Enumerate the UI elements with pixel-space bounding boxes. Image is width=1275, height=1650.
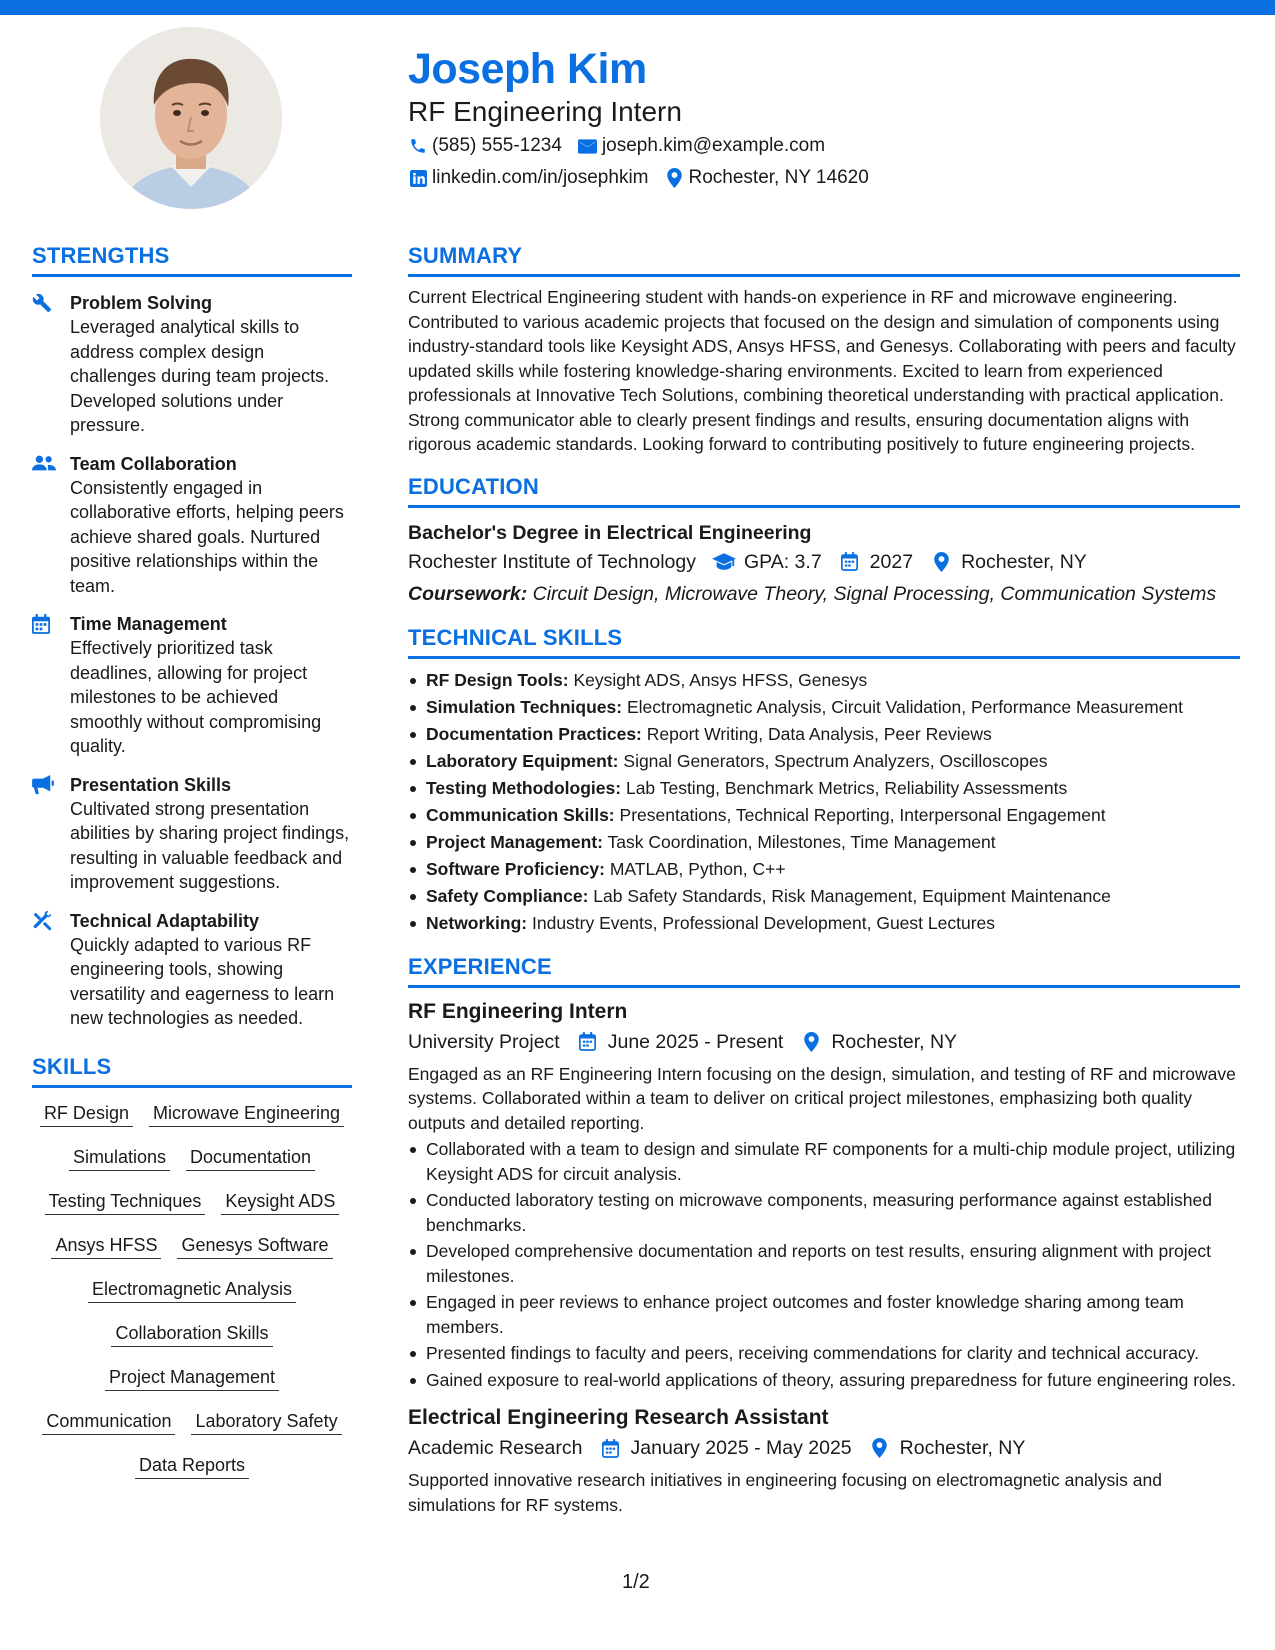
linkedin-icon — [408, 168, 428, 188]
technical-skills-list — [408, 667, 1240, 937]
strength-text: Cultivated strong presentation abilities by sharing project findings, resulting in valuable feedback and improvement suggestions. — [70, 798, 350, 892]
job-title: RF Engineering Intern — [408, 999, 628, 1023]
skill-value: MATLAB, Python, C++ — [609, 858, 786, 879]
org-text: University Project — [408, 1030, 560, 1053]
job-dates — [599, 1434, 852, 1462]
skill-tag: Ansys HFSS — [51, 1234, 161, 1259]
skill-tag: Documentation — [186, 1146, 315, 1171]
strength-title: Team Collaboration — [70, 453, 237, 474]
list-item — [408, 910, 1240, 937]
location-text: Rochester, NY — [831, 1030, 958, 1053]
left-column — [32, 242, 352, 1479]
skill-tag: Electromagnetic Analysis — [88, 1278, 296, 1303]
skill-value: Electromagnetic Analysis, Circuit Validation, Performance Measurement — [626, 696, 1183, 717]
skill-value: Keysight ADS, Ansys HFSS, Genesys — [573, 669, 868, 690]
page-number: 1/2 — [622, 1571, 650, 1593]
skill-tag: Genesys Software — [177, 1234, 332, 1259]
skill-tag: Simulations — [69, 1146, 170, 1171]
skill-label: Safety Compliance: — [426, 885, 589, 906]
skill-tags — [32, 1102, 352, 1479]
school-name — [408, 548, 696, 576]
skill-value: Task Coordination, Milestones, Time Management — [607, 831, 996, 852]
skill-label: Networking: — [426, 912, 528, 933]
linkedin-text: linkedin.com/in/josephkim — [432, 167, 649, 188]
strength-item — [32, 909, 352, 1031]
list-item — [408, 802, 1240, 829]
summary-section — [408, 242, 1240, 457]
skill-value: Lab Testing, Benchmark Metrics, Reliability Assessments — [625, 777, 1068, 798]
list-item — [408, 721, 1240, 748]
calendar-icon — [838, 551, 862, 573]
job-meta — [408, 1028, 1240, 1056]
skill-value: Lab Safety Standards, Risk Management, Equipment Maintenance — [593, 885, 1111, 906]
list-item: Engaged in peer reviews to enhance project outcomes and foster knowledge sharing among team members. — [408, 1290, 1240, 1339]
skill-tag: Communication — [42, 1410, 175, 1435]
graduation-cap-icon — [712, 551, 736, 573]
org-text: Academic Research — [408, 1437, 583, 1459]
email-contact[interactable] — [578, 134, 825, 158]
strength-text: Leveraged analytical skills to address complex design challenges during team projects. Developed solutions under pressure. — [70, 317, 330, 435]
job-location — [868, 1434, 1026, 1462]
dates-text: June 2025 - Present — [607, 1030, 784, 1053]
summary-heading: SUMMARY — [408, 242, 1240, 277]
skill-tag: Keysight ADS — [221, 1190, 339, 1215]
skill-label: Simulation Techniques: — [426, 696, 623, 717]
candidate-name: Joseph Kim — [408, 45, 647, 93]
job-location — [799, 1028, 957, 1056]
strength-title: Presentation Skills — [70, 774, 232, 795]
job-entry — [408, 998, 1240, 1393]
education-meta — [408, 548, 1240, 576]
strength-text: Quickly adapted to various RF engineering tools, showing versatility and eagerness to learn new technologies as needed. — [70, 934, 335, 1028]
skill-value: Signal Generators, Spectrum Analyzers, Oscilloscopes — [623, 750, 1048, 771]
skill-tag: Microwave Engineering — [149, 1102, 344, 1127]
coursework-text: Circuit Design, Microwave Theory, Signal Processing, Communication Systems — [532, 582, 1217, 605]
candidate-title: RF Engineering Intern — [408, 96, 682, 127]
phone-text: (585) 555-1234 — [432, 135, 562, 156]
skill-tag: Collaboration Skills — [111, 1322, 272, 1347]
school-text: Rochester Institute of Technology — [408, 550, 696, 573]
map-pin-icon — [799, 1031, 823, 1053]
location-text: Rochester, NY 14620 — [688, 167, 869, 188]
education-section — [408, 473, 1240, 608]
map-pin-icon — [868, 1437, 892, 1459]
envelope-icon — [578, 136, 598, 156]
phone-icon — [408, 136, 428, 156]
job-description: Engaged as an RF Engineering Intern focusing on the design, simulation, and testing of RF and microwave systems. Collaborated within a team to deliver on critical project milestones, emphasizing both quality outputs and detailed reporting. — [408, 1063, 1236, 1133]
wrench-icon — [32, 291, 70, 438]
strength-text: Effectively prioritized task deadlines, allowing for project milestones to be achieved smoothly without compromising quality. — [70, 638, 322, 756]
linkedin-contact[interactable] — [408, 166, 649, 190]
list-item — [408, 856, 1240, 883]
job-meta — [408, 1434, 1240, 1462]
list-item — [408, 829, 1240, 856]
calendar-icon — [32, 612, 70, 759]
skill-tag: Testing Techniques — [45, 1190, 206, 1215]
skill-label: Project Management: — [426, 831, 603, 852]
education-location — [929, 548, 1087, 576]
education-heading: EDUCATION — [408, 473, 1240, 508]
email-text: joseph.kim@example.com — [601, 135, 826, 156]
strength-item — [32, 452, 352, 599]
tools-icon — [32, 909, 70, 1031]
experience-heading: EXPERIENCE — [408, 953, 1240, 988]
skill-label: Software Proficiency: — [426, 858, 605, 879]
skill-label: Communication Skills: — [426, 804, 615, 825]
skill-label: Documentation Practices: — [426, 723, 642, 744]
skill-tag: RF Design — [40, 1102, 133, 1127]
users-icon — [32, 452, 70, 599]
list-item: Conducted laboratory testing on microwave components, measuring performance against established benchmarks. — [408, 1188, 1240, 1237]
skill-label: Testing Methodologies: — [426, 777, 622, 798]
skill-value: Report Writing, Data Analysis, Peer Reviews — [646, 723, 992, 744]
map-pin-icon — [665, 168, 685, 188]
list-item — [408, 748, 1240, 775]
strength-title: Time Management — [70, 614, 227, 634]
list-item — [408, 775, 1240, 802]
list-item: Developed comprehensive documentation and reports on test results, ensuring alignment with project milestones. — [408, 1239, 1240, 1288]
coursework-label: Coursework: — [408, 582, 528, 605]
contact-row-primary — [408, 134, 841, 158]
strengths-section — [32, 242, 352, 1031]
location-text: Rochester, NY — [961, 550, 1087, 573]
gpa — [712, 548, 822, 576]
experience-section — [408, 953, 1240, 1518]
strength-title: Technical Adaptability — [70, 910, 260, 931]
skills-section — [32, 1053, 352, 1479]
technical-skills-section — [408, 624, 1240, 937]
skill-value: Industry Events, Professional Development, Guest Lectures — [532, 912, 996, 933]
list-item: Collaborated with a team to design and simulate RF components for a multi-chip module project, utilizing Keysight ADS for circuit analysis. — [408, 1137, 1240, 1186]
location-text: Rochester, NY — [899, 1437, 1026, 1459]
skills-heading: SKILLS — [32, 1053, 352, 1088]
summary-text: Current Electrical Engineering student with hands-on experience in RF and microwave engineering. Contributed to various academic projects that focused on the design and simulation of components using industry-standard tools like Keysight ADS, Ansys HFSS, and Genesys. Collaborating with peers and faculty updated skills while fostering knowledge-sharing environments. Excited to learn from experienced professionals at Innovative Tech Solutions, combining theoretical understanding with practical application. Strong communicator able to clearly present findings and results, ensuring documentation aligns with rigorous academic standards. Looking forward to contributing positively to future engineering projects. — [408, 287, 1236, 454]
year-text: 2027 — [869, 550, 914, 573]
list-item: Gained exposure to real-world applications of theory, assuring preparedness for future engineering roles. — [408, 1368, 1240, 1393]
coursework — [408, 580, 1240, 608]
degree-title: Bachelor's Degree in Electrical Engineering — [408, 521, 812, 544]
skill-label: RF Design Tools: — [426, 669, 569, 690]
calendar-icon — [576, 1031, 600, 1053]
job-description: Supported innovative research initiatives in engineering focusing on electromagnetic analysis and simulations for RF systems. — [408, 1470, 1162, 1515]
list-item — [408, 694, 1240, 721]
job-org — [408, 1028, 560, 1056]
strength-item — [32, 291, 352, 438]
skill-tag: Laboratory Safety — [191, 1410, 341, 1435]
calendar-icon — [599, 1437, 623, 1459]
job-bullets — [408, 1137, 1240, 1392]
graduation-year — [838, 548, 913, 576]
technical-skills-heading: TECHNICAL SKILLS — [408, 624, 1240, 659]
right-column — [408, 242, 1240, 1517]
skill-label: Laboratory Equipment: — [426, 750, 619, 771]
top-accent-bar — [0, 0, 1275, 15]
skill-tag: Data Reports — [135, 1454, 249, 1479]
strength-item — [32, 612, 352, 759]
profile-photo — [100, 27, 282, 209]
list-item: Presented findings to faculty and peers, receiving commendations for clarity and technical accuracy. — [408, 1341, 1240, 1366]
skill-tag: Project Management — [105, 1366, 279, 1391]
dates-text: January 2025 - May 2025 — [630, 1437, 852, 1459]
strength-title: Problem Solving — [70, 293, 213, 313]
contact-row-secondary — [408, 166, 885, 190]
strengths-heading: STRENGTHS — [32, 242, 352, 277]
job-entry — [408, 1404, 1240, 1517]
strength-item — [32, 773, 352, 895]
skill-value: Presentations, Technical Reporting, Interpersonal Engagement — [619, 804, 1106, 825]
job-org — [408, 1434, 583, 1462]
job-title: Electrical Engineering Research Assistant — [408, 1406, 829, 1429]
gpa-text: GPA: 3.7 — [743, 550, 822, 573]
location-contact — [665, 166, 869, 190]
list-item — [408, 883, 1240, 910]
list-item — [408, 667, 1240, 694]
strength-text: Consistently engaged in collaborative efforts, helping peers achieve shared goals. Nurtured positive relationships within the team. — [70, 477, 344, 596]
megaphone-icon — [32, 773, 70, 895]
map-pin-icon — [929, 551, 953, 573]
job-dates — [576, 1028, 784, 1056]
phone-contact[interactable] — [408, 134, 562, 158]
